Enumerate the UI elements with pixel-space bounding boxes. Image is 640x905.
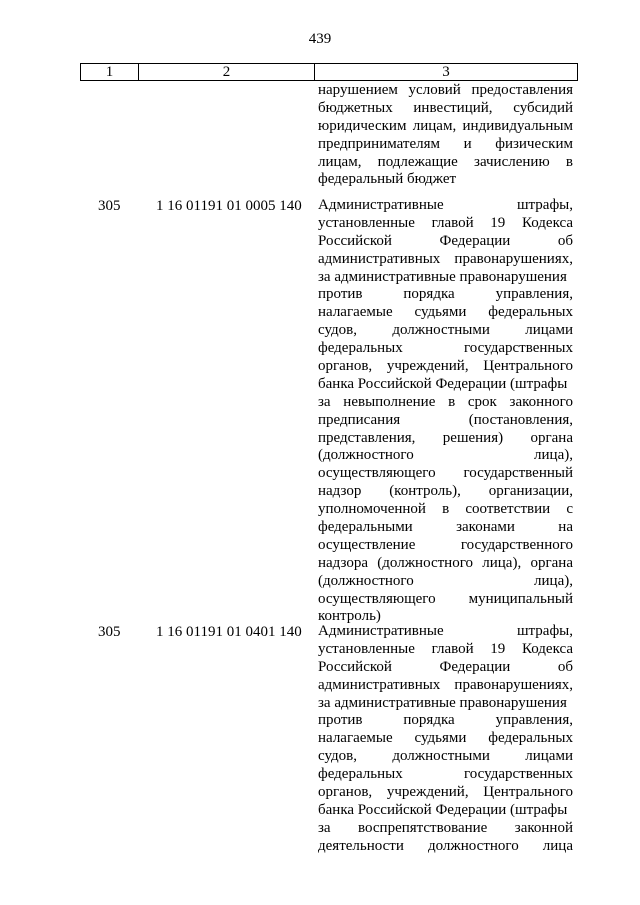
text-word: налагаемые [318,730,393,747]
text-word: с [566,501,573,518]
text-line [318,447,573,465]
text-word: муниципальный [468,590,573,607]
page-number: 439 [308,31,332,47]
text-line [318,519,573,537]
text-word: срок [467,393,497,410]
text-line [318,286,573,304]
text-line [318,766,573,784]
text-line [318,358,573,376]
text-word: предоставления [471,82,573,98]
text-line [318,802,573,820]
text-word: учреждений, [386,358,469,375]
text-line [318,641,573,659]
text-word: условий [408,82,461,98]
text-word: об [557,658,573,675]
text-line [318,269,573,287]
text-word: федеральных [488,730,573,747]
text-word: Российской [318,232,392,249]
text-word: органов, [318,784,373,801]
text-line [318,659,573,677]
text-line [318,730,573,748]
text-word: правонарушениях, [454,250,573,267]
text-word: на [558,519,573,536]
text-word: законами [456,519,515,536]
text-word: (контроль), [389,483,461,500]
text-word: федеральный бюджет [318,171,457,188]
text-word: и [463,135,472,152]
text-line [318,412,573,430]
text-word: физическим [495,135,573,152]
text-word: предписания [318,411,401,428]
text-word: против [318,286,363,303]
text-word: судьями [414,730,467,747]
kbk-code: 1 16 01191 01 0401 140 [156,624,302,640]
text-line [318,82,573,100]
text-line [318,591,573,609]
admin-code: 305 [98,624,121,640]
text-line [318,233,573,251]
text-word: государственного [460,536,573,553]
text-word: порядка [403,712,455,729]
text-line [318,501,573,519]
text-line [318,322,573,340]
text-line [318,838,573,856]
text-line [318,394,573,412]
text-line [318,215,573,233]
text-word: Федерации [439,658,511,675]
text-line [318,136,573,154]
text-word: контроль) [318,608,381,625]
text-word: установленные [318,640,415,657]
text-word: органа [530,554,573,571]
text-word: Федерации [439,232,511,249]
text-word: Российской [318,658,392,675]
text-line [318,118,573,136]
text-word: главой [431,214,474,231]
text-word: федеральных [318,340,403,357]
text-word: воспрепятствование [358,819,488,836]
text-word: правонарушениях, [454,676,573,693]
column-header-1: 1 [81,64,139,81]
admin-code: 305 [98,198,121,214]
text-word: федеральных [318,766,403,783]
text-word: Административные [318,623,444,639]
text-word: зачислению [474,153,550,170]
text-word: Центрального [483,358,573,375]
text-word: лицами [525,748,573,765]
text-line [318,430,573,448]
text-word: представления, [318,429,416,446]
text-word: соответствии [465,501,551,518]
text-word: органа [530,429,573,446]
text-word: против [318,712,363,729]
text-word: государственных [464,766,573,783]
text-line [318,784,573,802]
text-word: в [442,501,450,518]
text-word: за [318,393,331,410]
text-word: бюджетных [318,99,393,116]
text-line [318,154,573,172]
text-word: судов, [318,322,357,339]
text-word: судьями [414,304,467,321]
text-word: 19 [490,214,506,231]
text-word: лица), [534,572,573,589]
text-word: Административные [318,197,444,213]
text-word: должностного [427,837,519,854]
text-line [318,677,573,695]
text-word: должностными [392,748,490,765]
text-line [318,695,573,713]
text-word: организации, [488,483,573,500]
text-word: штрафы, [517,623,573,639]
column-header-3: 3 [315,64,578,81]
text-word: законной [514,819,573,836]
text-word: инвестиций, [413,99,493,116]
text-word: органов, [318,358,373,375]
text-word: административных [318,676,441,693]
text-word: деятельности [318,837,404,854]
table-header [80,63,578,81]
text-line [318,483,573,501]
text-word: об [557,232,573,249]
text-word: надзор [318,483,362,500]
text-word: федеральными [318,519,413,536]
text-line [318,748,573,766]
text-word: лица [542,837,573,854]
text-line [318,197,573,215]
text-word: за [318,819,331,836]
text-word: управления, [495,286,573,303]
continuation-text [318,82,573,189]
text-word: судов, [318,748,357,765]
text-word: федеральных [488,304,573,321]
text-word: осуществляющего [318,465,436,482]
text-word: банка Российской Федерации (штрафы [318,801,568,818]
text-line [318,171,573,189]
text-line [318,573,573,591]
text-word: лицам, [318,153,362,170]
text-line [318,251,573,269]
text-word: (постановления, [468,411,573,428]
text-word: штрафы, [517,197,573,213]
text-word: банка Российской Федерации (штрафы [318,375,568,392]
text-word: Кодекса [521,214,573,231]
text-word: надзора [318,554,368,571]
text-word: административных [318,250,441,267]
text-line [318,712,573,730]
text-line [318,304,573,322]
text-line [318,555,573,573]
text-word: законного [509,393,573,410]
text-word: субсидий [513,99,573,116]
text-line [318,537,573,555]
text-word: в [565,153,573,170]
text-word: (должностного [318,447,414,464]
text-word: Кодекса [521,640,573,657]
text-line [318,820,573,838]
text-word: Центрального [483,784,573,801]
text-word: невыполнение [343,393,436,410]
column-header-2: 2 [139,64,315,81]
text-word: (должностного [377,554,473,571]
text-word: уполномоченной [318,501,426,518]
row-description [318,197,573,626]
text-line [318,465,573,483]
text-word: управления, [495,712,573,729]
text-word: за административные правонарушения [318,268,567,285]
text-word: налагаемые [318,304,393,321]
text-word: за административные правонарушения [318,694,567,711]
text-line [318,376,573,394]
text-word: 19 [490,640,506,657]
text-word: лицами [525,322,573,339]
text-word: решения) [442,429,504,446]
kbk-code: 1 16 01191 01 0005 140 [156,198,302,214]
text-word: (должностного [318,572,414,589]
text-word: в [448,393,456,410]
text-word: лица), [482,554,522,571]
row-description [318,623,573,856]
text-word: государственных [464,340,573,357]
text-word: индивидуальным [462,117,573,134]
text-word: нарушением [318,82,398,98]
text-word: осуществление [318,536,416,553]
text-word: должностными [392,322,490,339]
text-word: предпринимателям [318,135,440,152]
text-word: государственный [463,465,573,482]
text-word: учреждений, [386,784,469,801]
text-word: установленные [318,214,415,231]
text-word: лица), [534,447,573,464]
text-word: осуществляющего [318,590,436,607]
text-line [318,623,573,641]
text-word: подлежащие [377,153,458,170]
text-word: юридическим [318,117,407,134]
text-line [318,340,573,358]
text-line [318,100,573,118]
text-word: лицам, [412,117,457,134]
text-word: порядка [403,286,455,303]
text-word: главой [431,640,474,657]
